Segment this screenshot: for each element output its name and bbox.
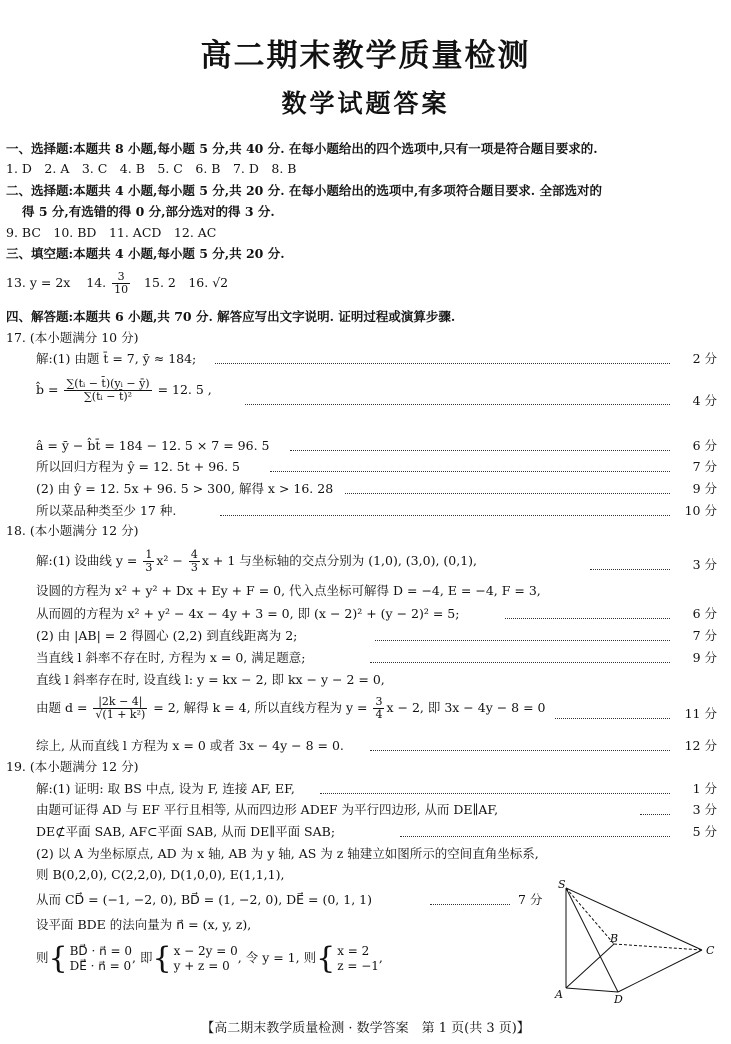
leader-dots [555,718,670,719]
q17-score3: 6 分 [692,438,717,453]
q18-score5: 9 分 [692,650,717,665]
edge-AD [566,988,618,992]
q18-distance-fraction: $\frac{|2k - 4|}{\text{√(1 + k²)}}$ [95,695,146,721]
q19-score2: 3 分 [692,802,717,817]
edge-SC [566,888,702,950]
q18-score4: 7 分 [692,628,717,643]
section3-heading: 三、填空题:本题共 4 小题,每小题 5 分,共 20 分. [6,246,285,261]
q18-line8: 综上, 从而直线 l 方程为 x = 0 或者 3x − 4y − 8 = 0. [36,738,344,753]
q18-line1: 解:(1) 设曲线 y = $\frac{1}{3}$ x² − $\frac{4}{3}$ x + 1 与坐标轴的交点分别为 (1,0), (3,0), (0,1), [36,548,477,574]
q19-system1: BD⃗ · n⃗ = 0 DE⃗ · n⃗ = 0 [69,943,133,973]
q17-score2: 4 分 [692,393,717,408]
section2-heading-cont: 得 5 分,有选错的得 0 分,部分选对的得 3 分. [22,204,275,219]
q18-label: 18. (本小题满分 12 分) [6,523,139,538]
q18-score1: 3 分 [692,557,717,572]
q17-label: 17. (本小题满分 10 分) [6,330,139,345]
answer-14-label: 14. [86,275,107,290]
leader-dots [220,515,670,516]
q17-b-fraction: $\frac{\text{∑(tᵢ − t̄)(yᵢ − ȳ)}}{\text{∑(tᵢ − t̄)²}}$ [66,377,150,403]
q19-line4: (2) 以 A 为坐标原点, AD 为 x 轴, AB 为 y 轴, AS 为 z 轴建立如图所示的空间直角坐标系, [36,846,539,861]
q18-score7: 11 分 [684,706,717,721]
q17-line6: 所以菜品种类至少 17 种. [36,503,177,518]
q18-line5: 当直线 l 斜率不存在时, 方程为 x = 0, 满足题意; [36,650,306,665]
label-S: S [558,878,566,891]
page-footer: 【高二期末教学质量检测 · 数学答案 第 1 页(共 3 页)】 [201,1021,530,1036]
leader-dots [270,471,670,472]
q19-system2: x − 2y = 0 y + z = 0 [173,943,238,973]
q19-line5: 则 B(0,2,0), C(2,2,0), D(1,0,0), E(1,1,1), [36,867,285,882]
label-A: A [555,988,563,1001]
q17-score4: 7 分 [692,459,717,474]
q19-label: 19. (本小题满分 12 分) [6,759,139,774]
q17-line3: â = ȳ − b̂t̄ = 184 − 12. 5 × 7 = 96. 5 [36,438,270,453]
leader-dots [345,493,670,494]
leader-dots [640,814,670,815]
q17-line5: (2) 由 ŷ = 12. 5x + 96. 5 > 300, 解得 x > 16. 28 [36,481,334,496]
q18-line3: 从而圆的方程为 x² + y² − 4x − 4y + 3 = 0, 即 (x − 2)² + (y − 2)² = 5; [36,606,460,621]
section1-heading: 一、选择题:本题共 8 小题,每小题 5 分,共 40 分. 在每小题给出的四个选项中,只有一项是符合题目要求的. [6,141,598,156]
q18-score8: 12 分 [684,738,717,753]
q17-line1: 解:(1) 由题 t̄ = 7, ȳ ≈ 184; [36,351,197,366]
leader-dots [400,836,670,837]
leader-dots [215,363,670,364]
section4-heading: 四、解答题:本题共 6 小题,共 70 分. 解答应写出文字说明. 证明过程或演算步骤. [6,309,456,324]
section3-answers [6,270,228,296]
q19-score1: 1 分 [692,781,717,796]
leader-dots [375,640,670,641]
leader-dots [370,750,670,751]
page-subtitle: 数学试题答案 [281,89,450,118]
answer-15-16: 15. 2 16. √2 [144,275,229,290]
q17-line4: 所以回归方程为 ŷ = 12. 5t + 96. 5 [36,459,241,474]
answer-13: 13. y = 2x [6,275,71,290]
q19-score6: 7 分 [518,892,543,907]
q19-line1: 解:(1) 证明: 取 BS 中点, 设为 F, 连接 AF, EF, [36,781,295,796]
edge-BC [614,944,702,950]
q18-score3: 6 分 [692,606,717,621]
page-title: 高二期末教学质量检测 [200,38,531,74]
q19-line2: 由题可证得 AD 与 EF 平行且相等, 从而四边形 ADEF 为平行四边形, 从而 DE∥AF, [36,802,499,817]
leader-dots [430,904,510,905]
q19-line7: 设平面 BDE 的法向量为 n⃗ = (x, y, z), [36,917,252,932]
q19-line3: DE⊄平面 SAB, AF⊂平面 SAB, 从而 DE∥平面 SAB; [36,824,336,839]
pyramid-figure [552,876,727,1006]
label-B: B [610,932,619,945]
leader-dots [320,793,670,794]
leader-dots [590,569,670,570]
answer-14-fraction: $\frac{3}{10}$ [114,270,129,296]
label-C: C [706,944,715,957]
leader-dots [370,662,670,663]
q18-line2: 设圆的方程为 x² + y² + Dx + Ey + F = 0, 代入点坐标可解得 D = −4, E = −4, F = 3, [36,583,541,598]
section2-heading: 二、选择题:本题共 4 小题,每小题 5 分,共 20 分. 在每小题给出的选项中,有多项符合题目要求. 全部选对的 [6,183,602,198]
label-D: D [614,993,623,1006]
section2-answers: 9. BC 10. BD 11. ACD 12. AC [6,225,217,240]
q18-line4: (2) 由 |AB| = 2 得圆心 (2,2) 到直线距离为 2; [36,628,298,643]
leader-dots [505,618,670,619]
edge-AB [566,944,614,988]
q19-line6: 从而 CD⃗ = (−1, −2, 0), BD⃗ = (1, −2, 0), DE⃗ = (0, 1, 1) [36,892,372,907]
edge-DC [618,950,702,992]
q17-score5: 9 分 [692,481,717,496]
leader-dots [290,450,670,451]
q17-score6: 10 分 [684,503,717,518]
q19-score3: 5 分 [692,824,717,839]
q19-system3: x = 2 z = −1 [337,943,379,973]
q18-line6: 直线 l 斜率存在时, 设直线 l: y = kx − 2, 即 kx − y − 2 = 0, [36,672,385,687]
leader-dots [245,404,670,405]
q17-score1: 2 分 [692,351,717,366]
q19-line8: 则{ BD⃗ · n⃗ = 0 DE⃗ · n⃗ = 0, 即{ x − 2y = 0 y + z = 0, 令 y = 1, 则{ x = 2 z = −1, [36,940,383,976]
q18-line7: 由题 d = $\frac{|2k - 4|}{\text{√(1 + k²)}}$ = 2, 解得 k = 4, 所以直线方程为 y = $\frac{3}{4}$ x − 2, 即 3x − 4y − 8 = 0 [36,695,546,721]
q17-line2: b̂ = $\frac{\text{∑(tᵢ − t̄)(yᵢ − ȳ)}}{\text{∑(tᵢ − t̄)²}}$ = 12. 5 , [36,377,212,403]
section1-answers: 1. D 2. A 3. C 4. B 5. C 6. B 7. D 8. B [6,161,297,176]
